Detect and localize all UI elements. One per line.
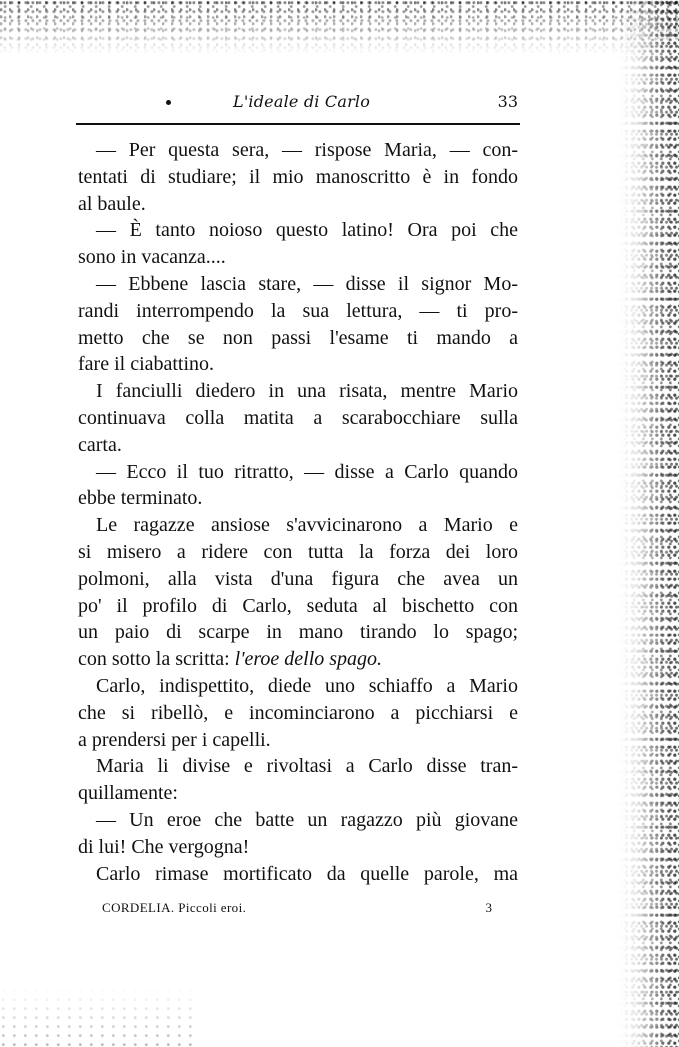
text-line: — Ecco il tuo ritratto, — disse a Carlo quando xyxy=(96,460,518,483)
text-line: Carlo rimase mortificato da quelle parole, ma xyxy=(96,862,518,885)
text-line: Carlo, indispettito, diede uno schiaffo a Mario xyxy=(96,674,518,697)
text-line: fare il ciabattino. xyxy=(78,353,215,376)
text-line: I fanciulli diedero in una risata, mentre Mario xyxy=(96,380,518,403)
text-line: polmoni, alla vista d'una figura che avea un xyxy=(78,567,518,590)
text-line: Maria li divise e rivoltasi a Carlo disse tran- xyxy=(96,755,518,778)
text-line: — Un eroe che batte un ragazzo più giovane xyxy=(96,808,518,831)
text-line: a prendersi per i capelli. xyxy=(78,728,271,751)
text-line: continuava colla matita a scarabocchiare sulla xyxy=(78,406,518,429)
text-line: — Per questa sera, — rispose Maria, — con- xyxy=(96,139,518,161)
text-line: — Ebbene lascia stare, — disse il signor Mo- xyxy=(96,272,518,295)
text-line: po' il profilo di Carlo, seduta al bischetto con xyxy=(78,594,518,617)
page-number: 33 xyxy=(497,92,518,111)
text-line: ebbe terminato. xyxy=(78,487,203,510)
caption-lead: con sotto la scritta: xyxy=(78,648,230,671)
scan-noise-right-edge xyxy=(619,0,679,1047)
text-line: di lui! Che vergogna! xyxy=(78,835,250,858)
text-line: Le ragazze ansiose s'avvicinarono a Mario e xyxy=(96,514,518,537)
header-rule xyxy=(76,123,520,125)
page-header xyxy=(78,92,518,118)
header-dot-mark xyxy=(166,100,171,105)
printer-signature: CORDELIA. Piccoli eroi. xyxy=(102,900,247,915)
text-line-with-caption xyxy=(78,646,518,673)
text-line: al baule. xyxy=(78,192,146,215)
text-line: randi interrompendo la sua lettura, — ti pro- xyxy=(78,299,518,322)
signature-footer xyxy=(102,900,492,918)
scan-noise-top xyxy=(0,0,679,55)
text-line: carta. xyxy=(78,433,122,456)
text-line: — È tanto noioso questo latino! Ora poi che xyxy=(96,219,518,242)
running-title: L'ideale di Carlo xyxy=(233,92,371,111)
caption-italic: l'eroe dello spago. xyxy=(234,648,383,671)
text-line: che si ribellò, e incominciarono a picchiarsi e xyxy=(78,701,518,724)
text-line: si misero a ridere con tutta la forza dei loro xyxy=(78,540,518,563)
signature-number: 3 xyxy=(485,900,492,915)
body-text xyxy=(78,137,518,887)
text-line: tentati di studiare; il mio manoscritto è in fondo xyxy=(78,165,518,188)
text-line: sono in vacanza.... xyxy=(78,246,226,269)
text-line: quillamente: xyxy=(78,782,178,805)
text-line: un paio di scarpe in mano tirando lo spago; xyxy=(78,621,518,644)
scan-noise-bottom xyxy=(0,987,200,1047)
text-line: metto che se non passi l'esame ti mando a xyxy=(78,326,518,349)
